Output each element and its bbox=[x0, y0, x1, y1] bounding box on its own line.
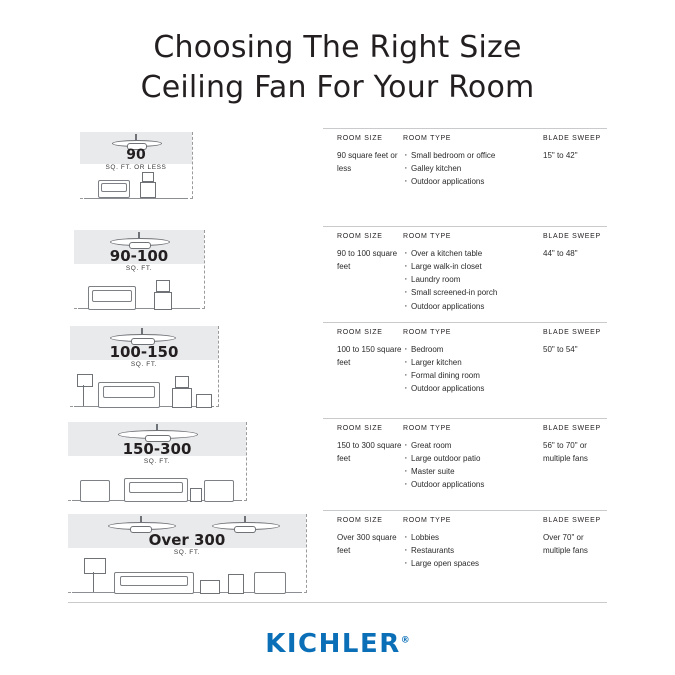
list-item: · Small bedroom or office bbox=[403, 149, 543, 162]
column-header-blade-sweep: BLADE SWEEP bbox=[543, 516, 601, 524]
size-number: 150-300 bbox=[122, 439, 192, 458]
cell-blade-sweep: Over 70" or multiple fans bbox=[543, 532, 588, 555]
cell-room-size: 100 to 150 square feet bbox=[337, 344, 402, 367]
cell-room-types bbox=[403, 439, 543, 492]
column-header-blade-sweep: BLADE SWEEP bbox=[543, 232, 601, 240]
room-illustration-90-100 bbox=[68, 226, 323, 322]
size-rows bbox=[0, 128, 675, 602]
page-title bbox=[0, 0, 675, 108]
registered-mark: ® bbox=[400, 635, 410, 646]
column-room-size bbox=[337, 329, 403, 408]
plant-icon bbox=[228, 574, 244, 594]
plant-pot-icon bbox=[196, 394, 212, 408]
column-header-room-type: ROOM TYPE bbox=[403, 232, 452, 240]
list-item: · Outdoor applications bbox=[403, 382, 543, 395]
cell-blade-sweep: 44" to 48" bbox=[543, 248, 578, 258]
room-illustration-100-150 bbox=[68, 322, 323, 418]
size-number: 100-150 bbox=[109, 342, 179, 361]
cell-blade-sweep: 50" to 54" bbox=[543, 344, 578, 354]
size-number: 90 bbox=[126, 146, 146, 163]
room-illustration-150-300 bbox=[68, 418, 323, 510]
size-unit: SQ. FT. bbox=[143, 458, 171, 466]
list-item: · Outdoor applications bbox=[403, 300, 543, 313]
list-item: · Large open spaces bbox=[403, 557, 543, 570]
column-header-room-size: ROOM SIZE bbox=[337, 424, 383, 432]
cell-room-size: 90 square feet or less bbox=[337, 150, 398, 173]
column-header-room-size: ROOM SIZE bbox=[337, 134, 383, 142]
column-room-size bbox=[337, 425, 403, 500]
table-row bbox=[68, 418, 607, 510]
sofa-cushion-icon bbox=[120, 576, 188, 586]
list-item: · Restaurants bbox=[403, 544, 543, 557]
column-room-type bbox=[403, 517, 543, 592]
table-lamp-icon bbox=[175, 376, 189, 388]
table-lamp-icon bbox=[142, 172, 154, 182]
kichler-logo bbox=[265, 629, 410, 659]
size-number: Over 300 bbox=[148, 530, 226, 549]
floor-lamp-shade-icon bbox=[77, 374, 93, 387]
cell-room-types bbox=[403, 149, 543, 189]
cell-blade-sweep: 15" to 42" bbox=[543, 150, 578, 160]
column-room-type bbox=[403, 329, 543, 408]
column-room-size bbox=[337, 517, 403, 592]
size-label bbox=[68, 441, 246, 466]
size-unit: SQ. FT. OR LESS bbox=[105, 164, 167, 172]
column-header-room-size: ROOM SIZE bbox=[337, 232, 383, 240]
list-item: · Master suite bbox=[403, 465, 543, 478]
column-room-size bbox=[337, 135, 403, 216]
column-room-type bbox=[403, 233, 543, 312]
side-table-icon bbox=[190, 488, 202, 502]
column-header-room-size: ROOM SIZE bbox=[337, 516, 383, 524]
table-row bbox=[68, 510, 607, 602]
sofa-cushion-icon bbox=[103, 386, 155, 398]
row-detail-table bbox=[323, 128, 607, 226]
list-item: · Laundry room bbox=[403, 273, 543, 286]
room-illustration-90 bbox=[68, 128, 323, 226]
cell-room-types bbox=[403, 247, 543, 313]
column-blade-sweep bbox=[543, 425, 607, 500]
table-lamp-icon bbox=[156, 280, 170, 292]
column-room-type bbox=[403, 135, 543, 216]
bottom-divider bbox=[68, 602, 607, 603]
floor-lamp-shade-icon bbox=[84, 558, 106, 574]
floor-line bbox=[84, 198, 188, 199]
cell-room-types bbox=[403, 531, 543, 571]
armchair-right-icon bbox=[204, 480, 234, 502]
table-row bbox=[68, 226, 607, 322]
armchair-left-icon bbox=[80, 480, 110, 502]
armchair-icon bbox=[254, 572, 286, 594]
size-label bbox=[80, 148, 192, 171]
list-item: · Over a kitchen table bbox=[403, 247, 543, 260]
row-detail-table bbox=[323, 226, 607, 322]
table-row bbox=[68, 322, 607, 418]
footer bbox=[0, 629, 675, 659]
table-row bbox=[68, 128, 607, 226]
cell-blade-sweep: 56" to 70" or multiple fans bbox=[543, 440, 588, 463]
column-blade-sweep bbox=[543, 329, 607, 408]
sofa-cushion-icon bbox=[101, 183, 127, 192]
cell-room-size: 150 to 300 square feet bbox=[337, 440, 402, 463]
column-header-room-size: ROOM SIZE bbox=[337, 328, 383, 336]
column-header-blade-sweep: BLADE SWEEP bbox=[543, 424, 601, 432]
brand-name: KICHLER bbox=[265, 628, 401, 659]
column-room-size bbox=[337, 233, 403, 312]
column-header-room-type: ROOM TYPE bbox=[403, 424, 452, 432]
column-room-type bbox=[403, 425, 543, 500]
column-header-blade-sweep: BLADE SWEEP bbox=[543, 134, 601, 142]
side-table-icon bbox=[140, 182, 156, 198]
cell-room-size: 90 to 100 square feet bbox=[337, 248, 398, 271]
list-item: · Galley kitchen bbox=[403, 162, 543, 175]
list-item: · Outdoor applications bbox=[403, 478, 543, 491]
list-item: · Great room bbox=[403, 439, 543, 452]
size-label bbox=[68, 532, 306, 557]
size-unit: SQ. FT. bbox=[173, 549, 201, 557]
cell-room-types bbox=[403, 343, 543, 396]
room-illustration-over-300 bbox=[68, 510, 323, 602]
column-header-room-type: ROOM TYPE bbox=[403, 134, 452, 142]
side-table-icon bbox=[154, 292, 172, 310]
list-item: · Larger kitchen bbox=[403, 356, 543, 369]
list-item: · Small screened-in porch bbox=[403, 286, 543, 299]
size-unit: SQ. FT. bbox=[130, 361, 158, 369]
cell-room-size: Over 300 square feet bbox=[337, 532, 397, 555]
list-item: · Large outdoor patio bbox=[403, 452, 543, 465]
title-line-1: Choosing The Right Size bbox=[153, 30, 522, 65]
size-number: 90-100 bbox=[109, 246, 169, 265]
column-blade-sweep bbox=[543, 135, 607, 216]
sofa-cushion-icon bbox=[129, 482, 183, 493]
row-detail-table bbox=[323, 322, 607, 418]
list-item: · Lobbies bbox=[403, 531, 543, 544]
list-item: · Large walk-in closet bbox=[403, 260, 543, 273]
list-item: · Bedroom bbox=[403, 343, 543, 356]
list-item: · Outdoor applications bbox=[403, 175, 543, 188]
column-header-blade-sweep: BLADE SWEEP bbox=[543, 328, 601, 336]
list-item: · Formal dining room bbox=[403, 369, 543, 382]
sofa-cushion-icon bbox=[92, 290, 132, 302]
title-line-2: Ceiling Fan For Your Room bbox=[140, 69, 535, 105]
size-label bbox=[74, 248, 204, 273]
column-blade-sweep bbox=[543, 233, 607, 312]
side-table-icon bbox=[172, 388, 192, 408]
column-header-room-type: ROOM TYPE bbox=[403, 516, 452, 524]
row-detail-table bbox=[323, 418, 607, 510]
floor-lamp-pole-icon bbox=[93, 572, 94, 592]
size-unit: SQ. FT. bbox=[125, 265, 153, 273]
coffee-table-icon bbox=[200, 580, 220, 594]
column-blade-sweep bbox=[543, 517, 607, 592]
column-header-room-type: ROOM TYPE bbox=[403, 328, 452, 336]
size-label bbox=[70, 344, 218, 369]
row-detail-table bbox=[323, 510, 607, 602]
floor-lamp-pole-icon bbox=[83, 385, 84, 406]
